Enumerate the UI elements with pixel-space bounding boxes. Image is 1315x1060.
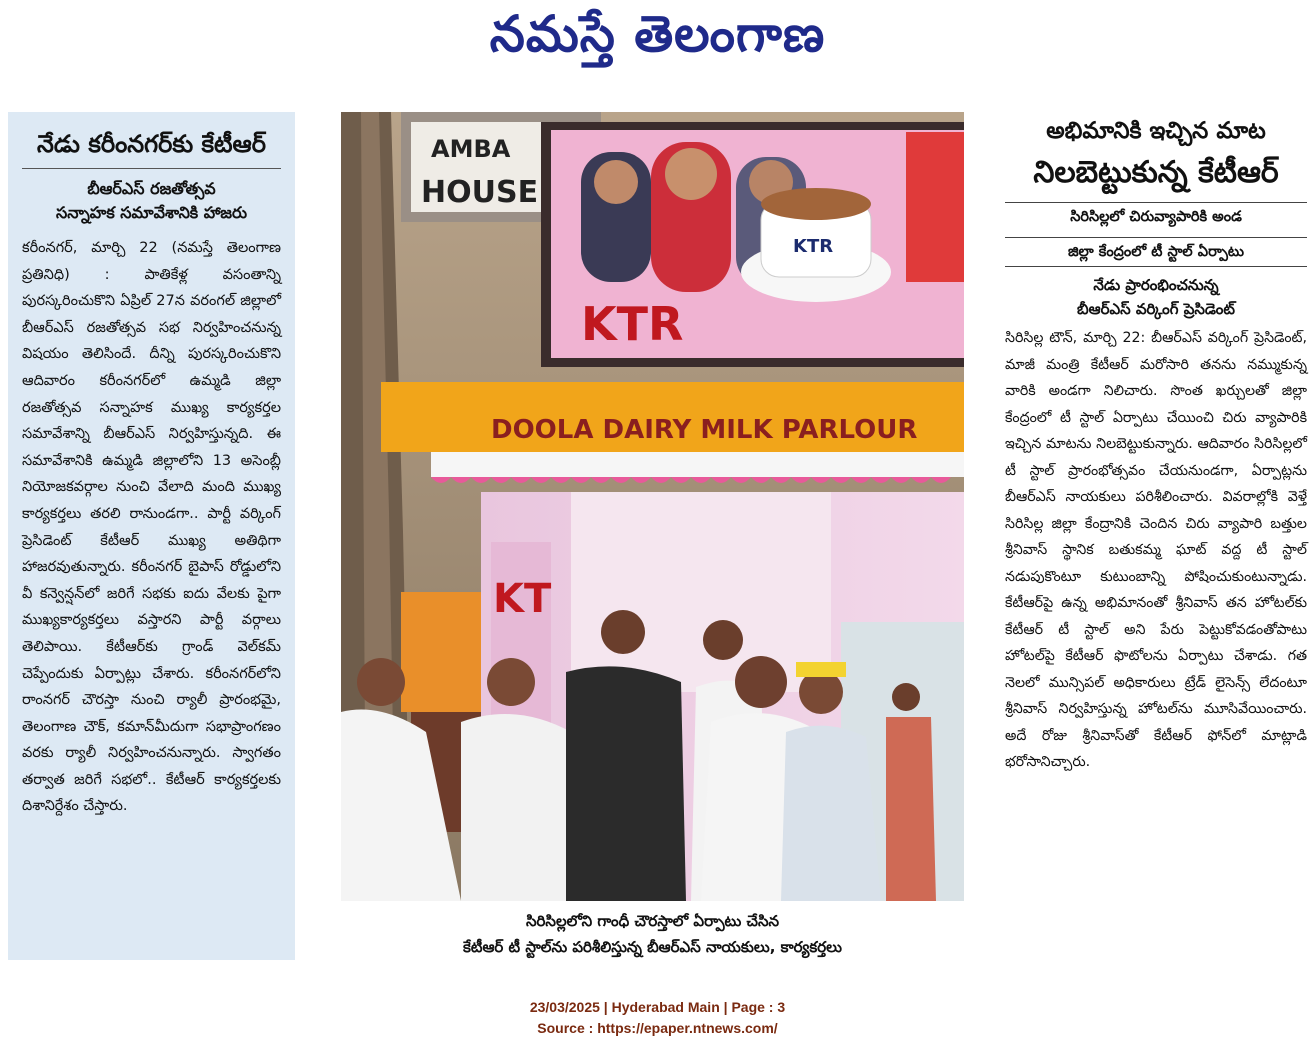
newspaper-title: నమస్తే తెలంగాణ	[489, 4, 826, 63]
photo-caption	[341, 908, 964, 960]
left-subheadline-line-1: బీఆర్‌ఎస్ రజతోత్సవ	[87, 179, 216, 198]
right-subhead-line-2: బీఆర్‌ఎస్ వర్కింగ్ ప్రెసిడెంట్	[1077, 300, 1235, 318]
right-subhead	[1005, 273, 1307, 321]
right-subhead-line-1: నేడు ప్రారంభించనున్న	[1093, 276, 1219, 294]
news-photo	[341, 112, 964, 901]
masthead	[0, 0, 1315, 80]
sign-partial-house: HOUSE	[421, 175, 539, 210]
page-footer	[0, 997, 1315, 1039]
wall-kt-text: KT	[493, 576, 552, 622]
right-story-body: సిరిసిల్ల టౌన్, మార్చి 22: బీఆర్‌ఎస్ వర్కింగ్ ప్రెసిడెంట్, మాజీ మంత్రి కేటీఆర్ మరోసారి తనను నమ్ముకున్న వారికి అండగా నిలిచారు. సొంత ఖర్చులతో జిల్లా కేంద్రంలో టీ స్టాల్ ఏర్పాటు చేయించి చిరు వ్యాపారికి ఇచ్చిన మాటను నిలబెట్టుకున్నారు. ఆదివారం సిరిసిల్లలో టీ స్టాల్ ప్రారంభోత్సవం చేయనుండగా, ఏర్పాట్లను బీఆర్‌ఎస్ నాయకులు పరిశీలించారు. వివరాల్లోకి వెళ్తే సిరిసిల్ల జిల్లా కేంద్రానికి చెందిన చిరు వ్యాపారి బత్తుల శ్రీనివాస్ స్థానిక బతుకమ్మ ఘాట్ వద్ద టీ స్టాల్ నడుపుకొంటూ కుటుంబాన్ని పోషించుకుంటున్నాడు. కేటీఆర్‌పై ఉన్న అభిమానంతో శ్రీనివాస్ తన హోటల్‌కు కేటీఆర్ టీ స్టాల్ అని పేరు పెట్టుకోవడంతోపాటు హోటల్‌పై కేటీఆర్ ఫొటోలను ఏర్పాటు చేశాడు. గత నెలలో మున్సిపల్ అధికారులు ట్రేడ్ లైసెన్స్ లేదంటూ శ్రీనివాస్ నిర్వహిస్తున్న హోటల్‌ను మూసివేయించారు. అదే రోజు శ్రీనివాస్‌తో కేటీఆర్ ఫోన్‌లో మాట్లాడి భరోసానిచ్చారు.	[1005, 330, 1307, 770]
sign-partial-amba: AMBA	[431, 135, 511, 163]
left-story-box	[8, 112, 295, 960]
footer-edition-info: 23/03/2025 | Hyderabad Main | Page : 3	[529, 999, 786, 1015]
left-story-subheadline	[22, 177, 281, 225]
right-deck-2: జిల్లా కేంద్రంలో టీ స్టాల్ ఏర్పాటు	[1005, 237, 1307, 267]
parlour-sign-text: DOOLA DAIRY MILK PARLOUR	[491, 415, 918, 445]
right-headline-line-1: అభిమానికి ఇచ్చిన మాట	[1046, 118, 1266, 144]
caption-line-1: సిరిసిల్లలోని గాంధీ చౌరస్తాలో ఏర్పాటు చేసిన	[525, 912, 779, 930]
footer-source[interactable]: Source : https://epaper.ntnews.com/	[537, 1020, 778, 1036]
right-story	[1005, 112, 1307, 972]
left-subheadline-line-2: సన్నాహక సమావేశానికి హాజరు	[56, 203, 247, 222]
left-story-headline: నేడు కరీంనగర్‌కు కేటీఆర్	[22, 128, 281, 169]
caption-line-2: కేటీఆర్ టీ స్టాల్‌ను పరిశీలిస్తున్న బీఆర్‌ఎస్ నాయకులు, కార్యకర్తలు	[463, 938, 842, 956]
right-headline-line-2: నిలబెట్టుకున్న కేటీఆర్	[1033, 155, 1279, 190]
right-deck-1: సిరిసిల్లలో చిరువ్యాపారికి అండ	[1005, 202, 1307, 231]
banner-ktr-text: KTR	[581, 297, 684, 351]
left-story-body: కరీంనగర్, మార్చి 22 (నమస్తే తెలంగాణ ప్రతినిధి) : పాతికేళ్ల వసంతాన్ని పురస్కరించుకొని ఏప్రిల్ 27న వరంగల్ జిల్లాలో బీఆర్‌ఎస్ రజతోత్సవ సభ నిర్వహించనున్న విషయం తెలిసిందే. దీన్ని పురస్కరించుకొని ఆదివారం కరీంనగర్‌లో ఉమ్మడి జిల్లా రజతోత్సవ సన్నాహక ముఖ్య కార్యకర్తల సమావేశాన్ని బీఆర్‌ఎస్ నిర్వహిస్తున్నది. ఈ సమావేశానికి ఉమ్మడి జిల్లాలోని 13 అసెంబ్లీ నియోజకవర్గాల నుంచి వేలాది మంది ముఖ్య కార్యకర్తలు తరలి రానుండగా.. పార్టీ వర్కింగ్ ప్రెసిడెంట్ కేటీఆర్ ముఖ్య అతిథిగా హాజరవుతున్నారు. కరీంనగర్ బైపాస్ రోడ్డులోని వీ కన్వెన్షన్‌లో జరిగే సభకు ఐదు వేలకు పైగా ముఖ్యకార్యకర్తలు వస్తారని పార్టీ వర్గాలు తెలిపాయి. కేటీఆర్‌కు గ్రాండ్ వెల్‌కమ్ చెప్పేందుకు ఏర్పాట్లు చేశారు. కరీంనగర్‌లోని రాంనగర్ చౌరస్తా నుంచి ర్యాలీ ప్రారంభమై, తెలంగాణ చౌక్, కమాన్‌మీదుగా సభాప్రాంగణం వరకు ర్యాలీ నిర్వహించనున్నారు. స్వాగతం తర్వాత జరిగే సభలో.. కేటీఆర్ కార్యకర్తలకు దిశానిర్దేశం చేస్తారు.	[22, 240, 281, 815]
cup-ktr-text: KTR	[793, 236, 834, 257]
